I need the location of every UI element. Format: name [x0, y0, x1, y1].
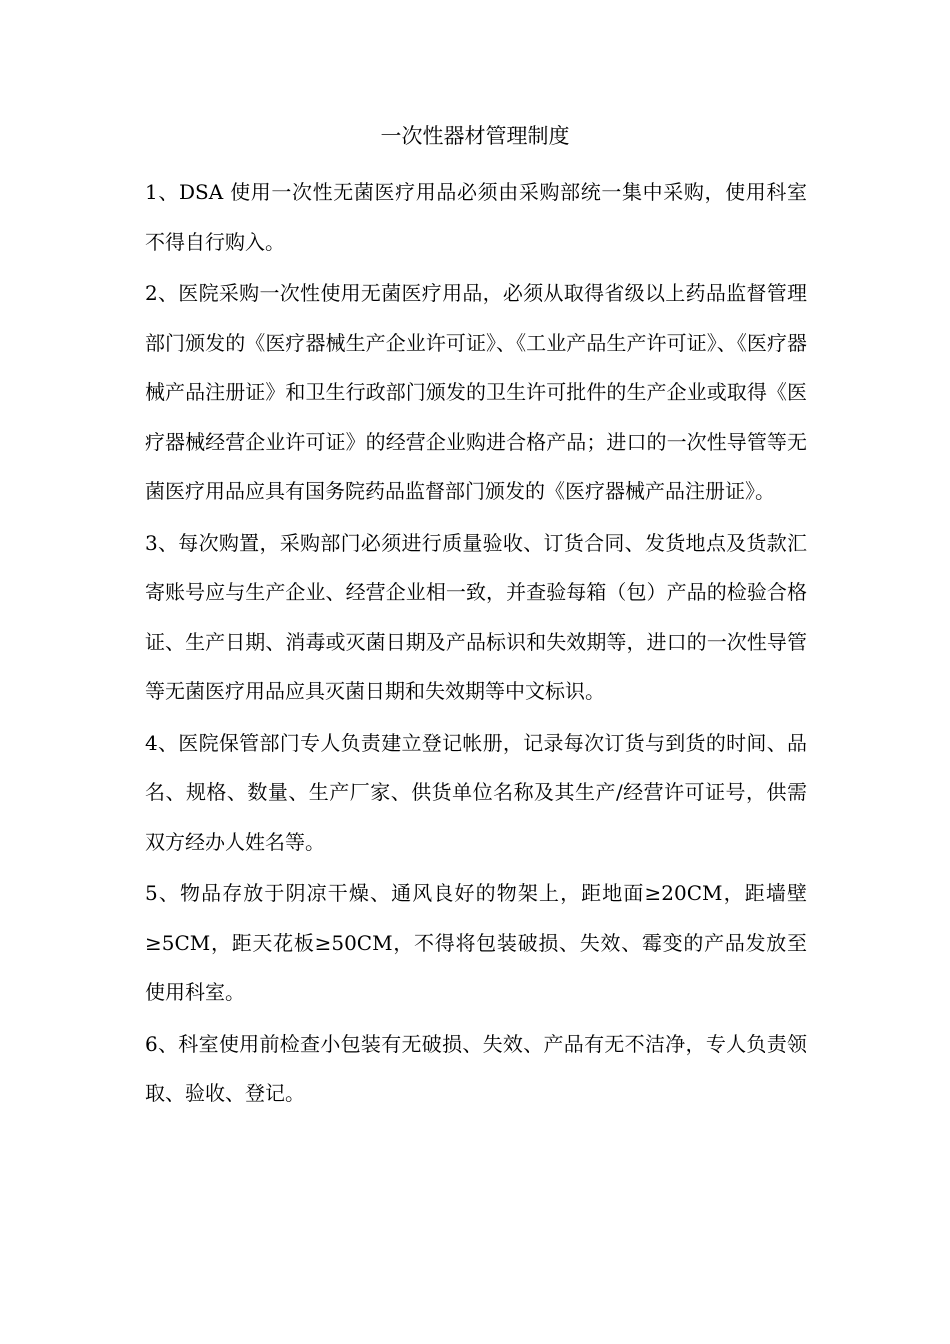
paragraph-2: 2、医院采购一次性使用无菌医疗用品，必须从取得省级以上药品监督管理部门颁发的《医疗器械生产企业许可证》、《工业产品生产许可证》、《医疗器械产品注册证》和卫生行政部门颁发的卫生许可批件的生产企业或取得《医疗器械经营企业许可证》的经营企业购进合格产品；进口的一次性导管等无菌医疗用品应具有国务院药品监督部门颁发的《医疗器械产品注册证》。 — [145, 281, 807, 503]
paragraph-3: 3、每次购置，采购部门必须进行质量验收、订货合同、发货地点及货款汇寄账号应与生产企业、经营企业相一致，并查验每箱（包）产品的检验合格证、生产日期、消毒或灭菌日期及产品标识和失效期等，进口的一次性导管等无菌医疗用品应具灭菌日期和失效期等中文标识。 — [145, 530, 807, 703]
paragraph-6: 6、科室使用前检查小包装有无破损、失效、产品有无不洁净，专人负责领取、验收、登记。 — [145, 1031, 807, 1105]
document-title: 一次性器材管理制度 — [380, 124, 570, 148]
document-body — [145, 168, 807, 1121]
paragraph-5: 5、物品存放于阴凉干燥、通风良好的物架上，距地面≥20CM，距墙壁≥5CM，距天花板≥50CM，不得将包装破损、失效、霉变的产品发放至使用科室。 — [145, 881, 807, 1004]
paragraph-1: 1、DSA 使用一次性无菌医疗用品必须由采购部统一集中采购，使用科室不得自行购入。 — [145, 180, 807, 254]
paragraph-4: 4、医院保管部门专人负责建立登记帐册，记录每次订货与到货的时间、品名、规格、数量、生产厂家、供货单位名称及其生产/经营许可证号，供需双方经办人姓名等。 — [145, 730, 807, 854]
